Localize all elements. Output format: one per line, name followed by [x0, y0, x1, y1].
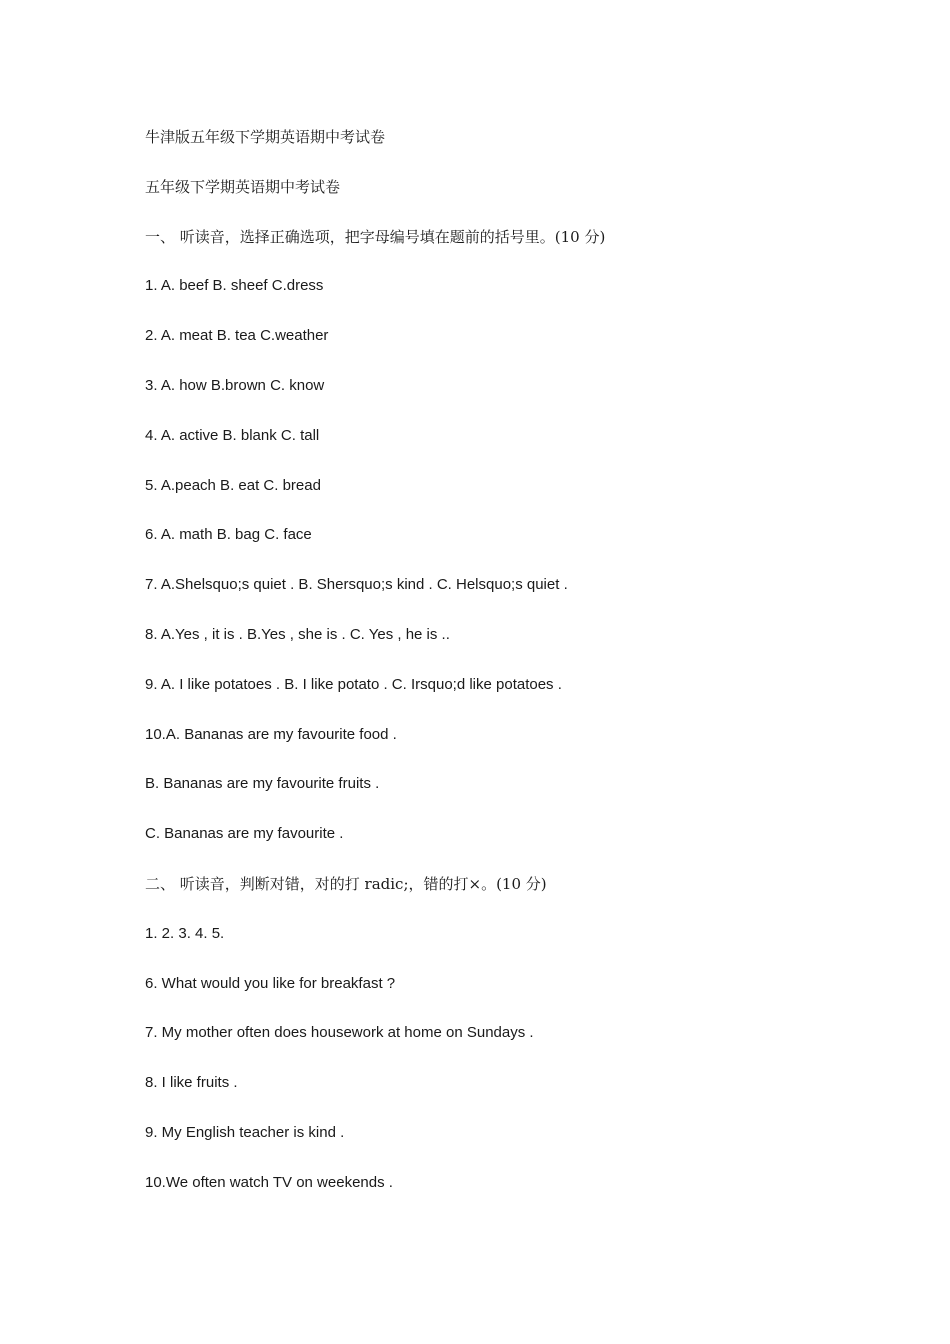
question-option: C. Bananas are my favourite . — [145, 825, 344, 843]
section-2-heading: 二、 听读音，判断对错，对的打 radic;，错的打×。(10 分) — [145, 874, 547, 893]
question-option: B. Bananas are my favourite fruits . — [145, 775, 380, 793]
question-item: 8. A.Yes , it is . B.Yes , she is . C. Yes , he is .. — [145, 625, 450, 643]
document-title: 牛津版五年级下学期英语期中考试卷 — [145, 128, 386, 146]
question-item: 1. A. beef B. sheef C.dress — [145, 277, 324, 295]
question-item: 9. My English teacher is kind . — [145, 1123, 345, 1141]
document-body — [145, 126, 845, 1222]
question-item: 6. A. math B. bag C. face — [145, 526, 312, 544]
question-item: 10.We often watch TV on weekends . — [145, 1173, 393, 1191]
section-1-heading: 一、 听读音，选择正确选项，把字母编号填在题前的括号里。(10 分) — [145, 227, 606, 246]
question-item: 9. A. I like potatoes . B. I like potato . C. Irsquo;d like potatoes . — [145, 675, 562, 693]
question-item: 4. A. active B. blank C. tall — [145, 426, 320, 444]
question-item: 3. A. how B.brown C. know — [145, 376, 325, 394]
question-item: 5. A.peach B. eat C. bread — [145, 476, 321, 494]
question-item: 7. My mother often does housework at home on Sundays . — [145, 1024, 534, 1042]
question-item: 8. I like fruits . — [145, 1074, 238, 1092]
document-subtitle: 五年级下学期英语期中考试卷 — [145, 177, 341, 196]
question-item: 6. What would you like for breakfast ? — [145, 974, 396, 992]
question-item: 7. A.Shelsquo;s quiet . B. Shersquo;s kind . C. Helsquo;s quiet . — [145, 576, 568, 594]
question-item: 2. A. meat B. tea C.weather — [145, 327, 329, 345]
question-item: 1. 2. 3. 4. 5. — [145, 924, 225, 942]
question-item: 10.A. Bananas are my favourite food . — [145, 725, 397, 743]
